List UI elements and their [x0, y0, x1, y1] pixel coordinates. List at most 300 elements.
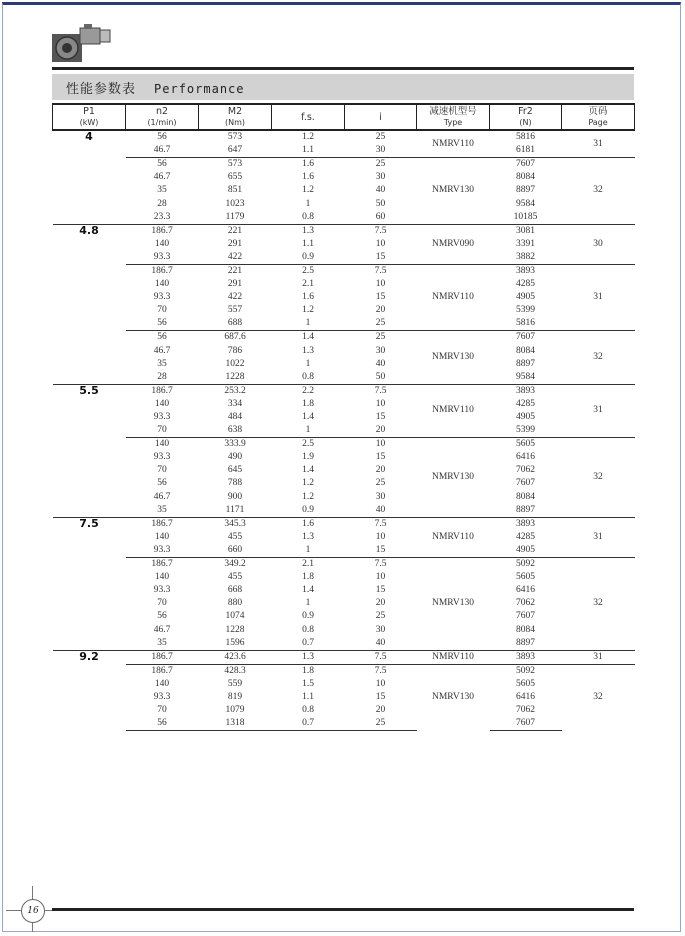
- power-value: 4.8: [53, 224, 126, 384]
- m2-cell: 490: [227, 452, 243, 463]
- table-row: [53, 571, 635, 584]
- table-row: [53, 184, 635, 197]
- fs-cell: 1.1: [302, 238, 314, 249]
- type-cell: NMRV090: [417, 224, 490, 264]
- m2-cell: 1074: [225, 611, 245, 622]
- type-cell: NMRV110: [417, 650, 490, 664]
- m2-cell: 1023: [225, 198, 245, 209]
- fr2-cell: 7062: [516, 705, 535, 716]
- page-ref-cell: 32: [562, 558, 635, 651]
- m2-cell: 1171: [225, 504, 245, 515]
- fs-cell: 1.3: [302, 345, 314, 356]
- table-row: [53, 211, 635, 225]
- fr2-cell: 3893: [490, 517, 562, 531]
- fs-cell: 1.8: [272, 664, 345, 678]
- ratio-cell: 30: [375, 172, 386, 183]
- m2-cell: 573: [199, 158, 272, 172]
- ratio-cell: 20: [375, 425, 386, 436]
- ratio-cell: 40: [375, 358, 386, 369]
- fs-cell: 1.2: [302, 185, 314, 196]
- m2-cell: 253.2: [199, 384, 272, 398]
- ratio-cell: 15: [375, 544, 386, 555]
- fs-cell: 2.5: [272, 438, 345, 452]
- fs-cell: 1.3: [272, 650, 345, 664]
- fs-cell: 1: [305, 318, 311, 329]
- table-row: [53, 197, 635, 210]
- fr2-cell: 4905: [516, 412, 535, 423]
- n2-cell: 56: [126, 158, 199, 172]
- ratio-cell: 25: [345, 331, 417, 345]
- ratio-cell: 40: [375, 637, 386, 648]
- page-ref-cell: 32: [562, 158, 635, 224]
- m2-cell: 1318: [199, 717, 272, 731]
- title-cn: 性能参数表: [66, 82, 137, 97]
- table-row: [53, 158, 635, 172]
- page-ref-cell: 31: [562, 384, 635, 437]
- fr2-cell: 7607: [490, 158, 562, 172]
- table-row: [53, 544, 635, 558]
- table-row: [53, 224, 635, 238]
- n2-cell: 186.7: [126, 517, 199, 531]
- ratio-cell: 7.5: [345, 517, 417, 531]
- fs-cell: 1.6: [272, 517, 345, 531]
- table-row: [53, 610, 635, 623]
- table-row: [53, 597, 635, 610]
- ratio-cell: 30: [375, 145, 386, 156]
- fs-cell: 0.8: [302, 624, 314, 635]
- type-cell: NMRV110: [417, 130, 490, 158]
- table-row: [53, 704, 635, 717]
- gear-motor-logo-icon: [50, 22, 114, 66]
- fs-cell: 1: [305, 425, 311, 436]
- type-cell: NMRV130: [417, 558, 490, 651]
- m2-cell: 455: [227, 572, 243, 583]
- fr2-cell: 3882: [516, 251, 535, 262]
- ratio-cell: 10: [375, 398, 386, 409]
- n2-cell: 186.7: [126, 264, 199, 278]
- ratio-cell: 40: [375, 504, 386, 515]
- ratio-cell: 7.5: [345, 664, 417, 678]
- m2-cell: 422: [227, 292, 243, 303]
- n2-cell: 93.3: [153, 691, 171, 702]
- table-row: [53, 491, 635, 504]
- fs-cell: 1: [305, 544, 311, 555]
- m2-cell: 1179: [225, 211, 245, 222]
- col-header-p1: P1 (kW): [53, 104, 126, 130]
- table-header-row: [53, 104, 635, 130]
- ratio-cell: 30: [375, 491, 386, 502]
- ratio-cell: 30: [375, 624, 386, 635]
- col-header-type: 减速机型号 Type: [417, 104, 490, 130]
- n2-cell: 186.7: [126, 224, 199, 238]
- fr2-cell: 4905: [516, 292, 535, 303]
- m2-cell: 349.2: [199, 558, 272, 572]
- table-row: [53, 464, 635, 477]
- n2-cell: 140: [126, 438, 199, 452]
- fs-cell: 1.9: [302, 452, 314, 463]
- m2-cell: 1022: [225, 358, 245, 369]
- type-cell: NMRV110: [417, 384, 490, 437]
- ratio-cell: 50: [375, 198, 386, 209]
- fs-cell: 1.6: [272, 158, 345, 172]
- ratio-cell: 7.5: [345, 264, 417, 278]
- ratio-cell: 20: [375, 465, 386, 476]
- table-row: [53, 664, 635, 678]
- fs-cell: 0.8: [302, 211, 314, 222]
- ratio-cell: 10: [375, 531, 386, 542]
- fs-cell: 1.2: [302, 491, 314, 502]
- fr2-cell: 3893: [490, 650, 562, 664]
- fr2-cell: 8897: [516, 504, 535, 515]
- col-header-fs: f.s.: [272, 104, 345, 130]
- ratio-cell: 25: [375, 478, 386, 489]
- fr2-cell: 7607: [490, 331, 562, 345]
- table-row: [53, 331, 635, 345]
- m2-cell: 688: [227, 318, 243, 329]
- ratio-cell: 25: [375, 318, 386, 329]
- m2-cell: 557: [227, 305, 243, 316]
- power-value: 9.2: [53, 650, 126, 731]
- n2-cell: 70: [157, 305, 167, 316]
- n2-cell: 93.3: [153, 544, 171, 555]
- table-row: [53, 451, 635, 464]
- fr2-cell: 4285: [516, 531, 535, 542]
- fs-cell: 1.4: [302, 412, 314, 423]
- m2-cell: 880: [227, 598, 243, 609]
- fr2-cell: 7607: [516, 611, 535, 622]
- n2-cell: 46.7: [153, 345, 171, 356]
- fs-cell: 1: [305, 198, 311, 209]
- table-body: [53, 130, 635, 731]
- table-row: [53, 438, 635, 452]
- ratio-cell: 7.5: [345, 650, 417, 664]
- table-row: [53, 278, 635, 291]
- fr2-cell: 3391: [516, 238, 535, 249]
- n2-cell: 186.7: [126, 384, 199, 398]
- table-row: [53, 144, 635, 158]
- n2-cell: 140: [154, 678, 170, 689]
- section-title: [66, 78, 245, 97]
- table-row: [53, 650, 635, 664]
- n2-cell: 35: [157, 358, 167, 369]
- m2-cell: 573: [199, 130, 272, 144]
- fs-cell: 2.2: [272, 384, 345, 398]
- table-row: [53, 411, 635, 424]
- n2-cell: 140: [154, 238, 170, 249]
- fr2-cell: 7607: [516, 478, 535, 489]
- section-header: [52, 74, 634, 100]
- ratio-cell: 15: [375, 452, 386, 463]
- table-row: [53, 398, 635, 411]
- power-value: 7.5: [53, 517, 126, 650]
- table-row: [53, 358, 635, 371]
- m2-cell: 291: [227, 238, 243, 249]
- n2-cell: 28: [157, 198, 167, 209]
- fs-cell: 1.1: [302, 145, 314, 156]
- power-value: 5.5: [53, 384, 126, 517]
- ratio-cell: 30: [375, 345, 386, 356]
- fs-cell: 0.9: [302, 504, 314, 515]
- table-row: [53, 371, 635, 385]
- fr2-cell: 3893: [490, 384, 562, 398]
- ratio-cell: 15: [375, 691, 386, 702]
- fs-cell: 0.9: [302, 611, 314, 622]
- ratio-cell: 20: [375, 598, 386, 609]
- fr2-cell: 5816: [516, 318, 535, 329]
- fs-cell: 2.1: [302, 279, 314, 290]
- n2-cell: 56: [157, 611, 167, 622]
- fs-cell: 1.4: [302, 465, 314, 476]
- fr2-cell: 8084: [516, 491, 535, 502]
- n2-cell: 186.7: [126, 558, 199, 572]
- n2-cell: 35: [157, 637, 167, 648]
- col-header-i: i: [345, 104, 417, 130]
- n2-cell: 93.3: [153, 292, 171, 303]
- m2-cell: 333.9: [199, 438, 272, 452]
- table-row: [53, 238, 635, 251]
- table-row: [53, 584, 635, 597]
- fr2-cell: 8897: [516, 358, 535, 369]
- ratio-cell: 10: [375, 238, 386, 249]
- m2-cell: 851: [227, 185, 243, 196]
- fr2-cell: 9584: [516, 371, 535, 382]
- fr2-cell: 8897: [516, 185, 535, 196]
- n2-cell: 140: [154, 279, 170, 290]
- fs-cell: 1: [305, 358, 311, 369]
- fr2-cell: 10185: [513, 211, 538, 222]
- ratio-cell: 10: [375, 279, 386, 290]
- m2-cell: 221: [199, 224, 272, 238]
- power-value: 4: [53, 130, 126, 224]
- table-row: [53, 384, 635, 398]
- ratio-cell: 60: [375, 211, 386, 222]
- table-row: [53, 517, 635, 531]
- n2-cell: 46.7: [153, 491, 171, 502]
- fr2-cell: 6416: [516, 691, 535, 702]
- m2-cell: 786: [227, 345, 243, 356]
- n2-cell: 35: [157, 504, 167, 515]
- title-en: Performance: [154, 82, 245, 96]
- m2-cell: 647: [227, 145, 243, 156]
- n2-cell: 93.3: [153, 251, 171, 262]
- table-row: [53, 424, 635, 438]
- n2-cell: 46.7: [153, 172, 171, 183]
- top-rule: [52, 67, 634, 70]
- table-row: [53, 317, 635, 331]
- n2-cell: 93.3: [153, 452, 171, 463]
- fs-cell: 1.3: [272, 224, 345, 238]
- fs-cell: 1.1: [302, 691, 314, 702]
- m2-cell: 900: [227, 491, 243, 502]
- table-row: [53, 171, 635, 184]
- fr2-cell: 5092: [490, 558, 562, 572]
- fs-cell: 0.7: [272, 717, 345, 731]
- ratio-cell: 7.5: [345, 558, 417, 572]
- fs-cell: 1.5: [302, 678, 314, 689]
- n2-cell: 70: [157, 425, 167, 436]
- n2-cell: 56: [126, 331, 199, 345]
- performance-table: [52, 103, 635, 731]
- m2-cell: 655: [227, 172, 243, 183]
- fs-cell: 2.1: [272, 558, 345, 572]
- table-row: [53, 345, 635, 358]
- fr2-cell: 5605: [516, 678, 535, 689]
- table-row: [53, 304, 635, 317]
- fs-cell: 0.8: [302, 705, 314, 716]
- type-cell: NMRV110: [417, 264, 490, 330]
- table-row: [53, 477, 635, 490]
- bottom-rule: [52, 908, 634, 911]
- ratio-cell: 15: [375, 412, 386, 423]
- table-row: [53, 558, 635, 572]
- n2-cell: 23.3: [153, 211, 171, 222]
- fs-cell: 1: [305, 598, 311, 609]
- col-header-n2: n2 (1/min): [126, 104, 199, 130]
- n2-cell: 186.7: [126, 650, 199, 664]
- fr2-cell: 5092: [490, 664, 562, 678]
- table-row: [53, 637, 635, 651]
- fs-cell: 1.6: [302, 292, 314, 303]
- n2-cell: 70: [157, 705, 167, 716]
- table-row: [53, 264, 635, 278]
- fs-cell: 1.2: [302, 478, 314, 489]
- m2-cell: 221: [199, 264, 272, 278]
- fs-cell: 0.8: [302, 371, 314, 382]
- ratio-cell: 40: [375, 185, 386, 196]
- ratio-cell: 20: [375, 305, 386, 316]
- ratio-cell: 10: [375, 678, 386, 689]
- col-header-page: 页码 Page: [562, 104, 635, 130]
- fs-cell: 1.4: [272, 331, 345, 345]
- ratio-cell: 50: [375, 371, 386, 382]
- fr2-cell: 8084: [516, 172, 535, 183]
- table-row: [53, 623, 635, 636]
- n2-cell: 93.3: [153, 412, 171, 423]
- fr2-cell: 5399: [516, 305, 535, 316]
- page-ref-cell: 31: [562, 650, 635, 664]
- m2-cell: 559: [227, 678, 243, 689]
- ratio-cell: 15: [375, 585, 386, 596]
- table-row: [53, 130, 635, 144]
- fs-cell: 1.3: [302, 531, 314, 542]
- fr2-cell: 7607: [490, 717, 562, 731]
- type-cell: NMRV130: [417, 331, 490, 384]
- m2-cell: 819: [227, 691, 243, 702]
- n2-cell: 56: [126, 130, 199, 144]
- col-header-m2: M2 (Nm): [199, 104, 272, 130]
- ratio-cell: 10: [375, 572, 386, 583]
- n2-cell: 56: [126, 717, 199, 731]
- n2-cell: 186.7: [126, 664, 199, 678]
- n2-cell: 93.3: [153, 585, 171, 596]
- n2-cell: 70: [157, 598, 167, 609]
- type-cell: NMRV130: [417, 664, 490, 730]
- fr2-cell: 8897: [516, 637, 535, 648]
- ratio-cell: 25: [345, 158, 417, 172]
- page-ref-cell: 32: [562, 438, 635, 518]
- fs-cell: 1.4: [302, 585, 314, 596]
- fr2-cell: 9584: [516, 198, 535, 209]
- ratio-cell: 25: [345, 717, 417, 731]
- table-row: [53, 678, 635, 691]
- n2-cell: 56: [157, 478, 167, 489]
- page-ref-cell: 30: [562, 224, 635, 264]
- m2-cell: 455: [227, 531, 243, 542]
- fs-cell: 1.8: [302, 398, 314, 409]
- ratio-cell: 20: [375, 705, 386, 716]
- m2-cell: 668: [227, 585, 243, 596]
- fr2-cell: 8084: [516, 345, 535, 356]
- page-number: 16: [21, 899, 45, 923]
- fr2-cell: 6416: [516, 585, 535, 596]
- page-ref-cell: 31: [562, 264, 635, 330]
- fr2-cell: 4285: [516, 279, 535, 290]
- m2-cell: 345.3: [199, 517, 272, 531]
- m2-cell: 638: [227, 425, 243, 436]
- fr2-cell: 5605: [516, 572, 535, 583]
- fr2-cell: 5399: [516, 425, 535, 436]
- table-row: [53, 717, 635, 731]
- m2-cell: 428.3: [199, 664, 272, 678]
- n2-cell: 35: [157, 185, 167, 196]
- type-cell: NMRV110: [417, 517, 490, 557]
- m2-cell: 687.6: [199, 331, 272, 345]
- m2-cell: 1079: [225, 705, 245, 716]
- fr2-cell: 7062: [516, 465, 535, 476]
- m2-cell: 423.6: [199, 650, 272, 664]
- n2-cell: 28: [157, 371, 167, 382]
- m2-cell: 660: [227, 544, 243, 555]
- n2-cell: 46.7: [153, 624, 171, 635]
- fs-cell: 0.9: [302, 251, 314, 262]
- m2-cell: 484: [227, 412, 243, 423]
- n2-cell: 56: [157, 318, 167, 329]
- n2-cell: 70: [157, 465, 167, 476]
- m2-cell: 334: [227, 398, 243, 409]
- n2-cell: 46.7: [153, 145, 171, 156]
- ratio-cell: 15: [375, 251, 386, 262]
- n2-cell: 140: [154, 572, 170, 583]
- type-cell: NMRV130: [417, 438, 490, 518]
- page-ref-cell: 31: [562, 517, 635, 557]
- table-row: [53, 504, 635, 518]
- fs-cell: 2.5: [272, 264, 345, 278]
- m2-cell: 291: [227, 279, 243, 290]
- ratio-cell: 25: [375, 611, 386, 622]
- fr2-cell: 5605: [490, 438, 562, 452]
- page-ref-cell: 31: [562, 130, 635, 158]
- fs-cell: 1.2: [272, 130, 345, 144]
- fs-cell: 1.6: [302, 172, 314, 183]
- page-ref-cell: 32: [562, 331, 635, 384]
- fr2-cell: 3081: [490, 224, 562, 238]
- fr2-cell: 3893: [490, 264, 562, 278]
- ratio-cell: 7.5: [345, 224, 417, 238]
- m2-cell: 1228: [225, 624, 245, 635]
- fs-cell: 1.8: [302, 572, 314, 583]
- table-row: [53, 531, 635, 544]
- ratio-cell: 15: [375, 292, 386, 303]
- fr2-cell: 6181: [516, 145, 535, 156]
- fr2-cell: 6416: [516, 452, 535, 463]
- m2-cell: 788: [227, 478, 243, 489]
- col-header-fr2: Fr2 (N): [490, 104, 562, 130]
- page-ref-cell: 32: [562, 664, 635, 730]
- ratio-cell: 25: [345, 130, 417, 144]
- fr2-cell: 4285: [516, 398, 535, 409]
- fr2-cell: 5816: [490, 130, 562, 144]
- ratio-cell: 10: [345, 438, 417, 452]
